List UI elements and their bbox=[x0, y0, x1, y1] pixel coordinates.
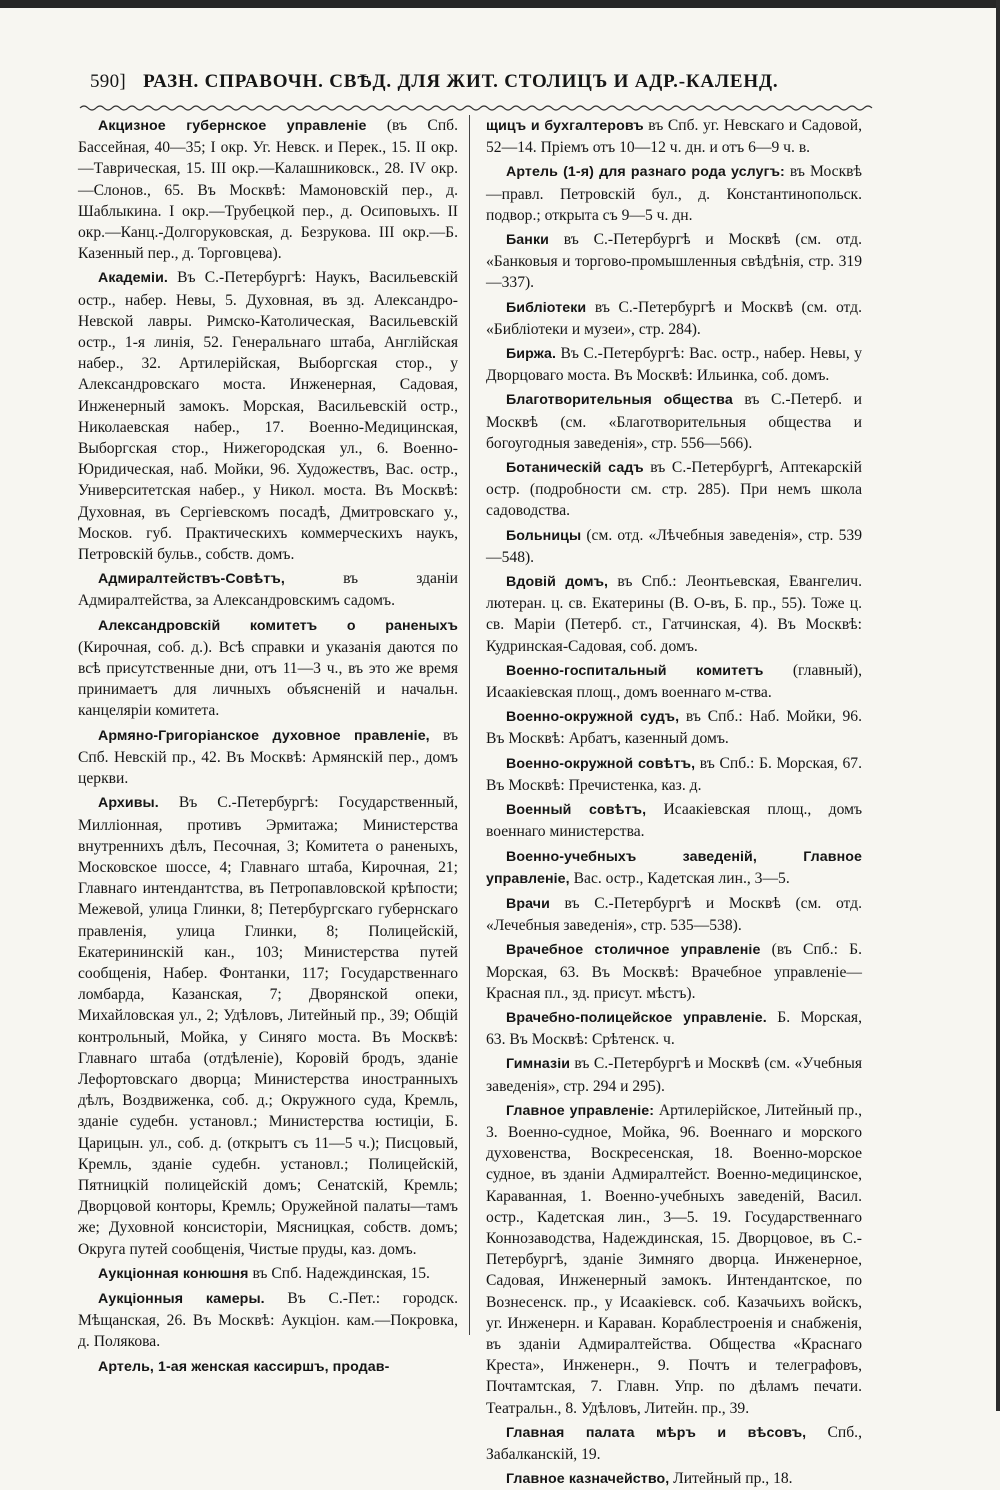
directory-entry bbox=[486, 297, 862, 340]
page-header bbox=[90, 71, 870, 99]
entry-heading: Врачебное столичное управленіе bbox=[506, 942, 761, 959]
entry-text: въ Москвѣ—правл. Петровскій бул., д. Константинопольск. подвор.; открыта съ 9—5 ч. дн. bbox=[486, 163, 862, 224]
entry-heading: Военно-окружной судъ, bbox=[506, 709, 680, 726]
entry-text: (въ Спб. Бассейная, 40—35; І окр. Уг. Невск. и Перек., 15. II окр.—Таврическая, 15. III окр.—Калашниковск., 28. IV окр.—Слонов., 65. Въ Москвѣ: Мамоновскій пер., д. Шаблыкина. І окр.—Трубецкой пер., д. Осиповыхъ. II окр.—Канц.-Долгоруковская, д. Безрукова. III окр.—Б. Казенный пер., д. Торговцева). bbox=[78, 117, 458, 263]
entry-text: Б. Морская, 63. Въ Москвѣ: Срѣтенск. ч. bbox=[486, 1008, 862, 1049]
directory-entry bbox=[78, 1288, 458, 1353]
entry-text: въ зданіи Адмиралтейства, за Александровскимъ садомъ. bbox=[78, 570, 458, 610]
directory-entry bbox=[78, 267, 458, 565]
entry-heading: Александровскій комитетъ о раненыхъ bbox=[98, 617, 458, 634]
entry-text: Въ С.-Петербургѣ: Наукъ, Васильевскій остр., набер. Невы, 5. Духовная, въ зд. Александро-Невской лавры. Римско-Католическая, Васильевскій остр., 1-я линія, 52. Генеральнаго штаба, Англійская набер., 32. Артилерійская, Выборгская стор., у Александровскаго моста. Инженерная, Садовая, Инженерный замокъ. Морская, Васильевскій остр., Николаевская набер., 17. Военно-Медицинская, Выборгская стор., Нижегородская ул., 6. Военно-Юридическая, наб. Мойки, 96. Художествъ, Вас. остр., Университетская набер., у Никол. моста. Въ Москвѣ: Духовная, въ Сергіевскомъ посадѣ, Дмитровскаго у., Москов. губ. Практическихъ коммерческихъ наукъ, Петровскій бульв., собств. домъ. bbox=[78, 269, 458, 564]
entry-heading: Академіи. bbox=[98, 270, 168, 287]
directory-entry bbox=[486, 706, 862, 749]
directory-entry bbox=[78, 792, 458, 1259]
entry-text: въ С.-Петербургѣ и Москвѣ (см. «Учебныя заведенія», стр. 294 и 295). bbox=[486, 1055, 862, 1095]
directory-entry bbox=[486, 571, 862, 657]
scan-top-edge bbox=[0, 0, 1000, 8]
scan-right-edge bbox=[996, 0, 1000, 1411]
directory-entry bbox=[486, 893, 862, 936]
directory-entry bbox=[486, 457, 862, 522]
directory-entry bbox=[486, 799, 862, 842]
entry-heading: Аукціонныя камеры. bbox=[98, 1290, 265, 1307]
entry-text: Въ С.-Пет.: городск. Мѣщанская, 26. Въ Москвѣ: Аукціон. кам.—Покровка, д. Полякова. bbox=[78, 1289, 458, 1351]
directory-entry bbox=[78, 725, 458, 790]
entry-text: Въ С.-Петербургѣ: Вас. остр., набер. Невы, у Дворцоваго моста. Въ Москвѣ: Ильинка, соб. домъ. bbox=[486, 345, 862, 385]
entry-text: (въ Спб.: Б. Морская, 63. Въ Москвѣ: Врачебное управленіе—Красная пл., зд. присут. мѣстъ). bbox=[486, 941, 862, 1002]
header-wavy-rule bbox=[80, 103, 870, 113]
directory-entry bbox=[486, 389, 862, 454]
entry-text: въ Спб. Надеждинская, 15. bbox=[248, 1264, 430, 1282]
entry-heading: Банки bbox=[506, 232, 549, 249]
entry-heading: Армяно-Григоріанское духовное правленіе, bbox=[98, 727, 430, 744]
entry-text: Исаакіевская площ., домъ военнаго министерства. bbox=[486, 801, 863, 841]
directory-entry bbox=[486, 939, 862, 1004]
directory-entry bbox=[486, 753, 862, 796]
entry-text: Вас. остр., Кадетская лин., 3—5. bbox=[569, 869, 790, 887]
entry-text: Артилерійское, Литейный пр., 3. Военно-судное, Мойка, 96. Военнаго и морского духовенства, Воскресенская, 18. Военно-морское судное, въ зданіи Адмиралтейст. Военно-медицинское, Караванная, 1. Военно-учебныхъ заведеній, Васил. остр., Кадетская лин., 3—5. 19. Государственнаго Коннозаводства, Надеждинская, 15. Дворцовое, въ С.-Петербургѣ, зданіе Зимняго дворца. Инженерное, Садовая, Инженерный замокъ. Интендантское, по Вознесенск. пр., у Исаакіевск. соб. Казачьихъ войскъ, уг. Инженерн. и Караван. Кораблестроенія и снабженія, въ зданіи Адмиралтейства. Общества «Краснаго Креста», Инженерн., 9. Почтъ и телеграфовъ, Почтамтская, 7. Главн. Упр. по дѣламъ печати. Театральн., 8. Удѣловъ, Литейн. пр., 39. bbox=[486, 1101, 862, 1417]
entry-text: въ С.-Петербургѣ и Москвѣ (см. отд. «Банковыя и торгово-промышленныя свѣдѣнія, стр. 319—337). bbox=[486, 231, 862, 292]
entry-text: (главный), Исаакіевская площ., домъ военнаго м-ства. bbox=[486, 661, 862, 702]
column-divider bbox=[469, 115, 470, 1335]
directory-entry bbox=[78, 1263, 458, 1285]
entry-heading: Вдовій домъ, bbox=[506, 574, 609, 591]
entry-heading: щицъ и бухгалтеровъ bbox=[486, 118, 644, 134]
entry-heading: Военно-окружной совѣтъ, bbox=[506, 755, 696, 772]
entry-heading: Гимназіи bbox=[506, 1056, 571, 1073]
entry-text: въ Спб. уг. Невскаго и Садовой, 52—14. Пріемъ отъ 10—12 ч. дн. и отъ 6—9 ч. в. bbox=[486, 117, 862, 157]
directory-entry bbox=[486, 1100, 862, 1419]
directory-entry bbox=[486, 525, 862, 568]
directory-entry bbox=[78, 115, 458, 264]
entry-heading: Ботаническій садъ bbox=[506, 460, 644, 477]
directory-entry bbox=[486, 1468, 862, 1490]
entry-heading: Артель, 1-ая женская кассиршъ, продав- bbox=[98, 1358, 390, 1375]
entry-heading: Врачебно-полицейское управленіе. bbox=[506, 1009, 767, 1026]
left-column bbox=[78, 115, 459, 1375]
entry-heading: Главное управленіе: bbox=[506, 1102, 655, 1119]
entry-heading: Адмиралтействъ-Совѣтъ, bbox=[98, 571, 285, 588]
directory-entry bbox=[486, 1007, 862, 1050]
entry-text: Литейный пр., 18. bbox=[669, 1470, 793, 1488]
entry-text: (Кирочная, соб. д.). Всѣ справки и указанія даются по всѣ присутственные дни, отъ 11—3 ч., въ это же время принимаетъ для личныхъ объясненій и начальн. канцеляріи комитета. bbox=[78, 638, 458, 720]
entry-text: въ С.-Петерб. и Москвѣ (см. «Благотворительныя общества и богоугодныя заведенія», стр. 556—566). bbox=[486, 391, 862, 452]
entry-text: въ Спб.: Леонтьевская, Евангелич. лютеран. ц. св. Екатерины (В. О-въ, Б. пр., 55). Тоже ц. св. Маріи (Петерб. ст., Гатчинская, 4). Въ Москвѣ: Кудринская-Садовая, соб. домъ. bbox=[486, 573, 862, 655]
entry-heading: Военный совѣтъ, bbox=[506, 802, 647, 819]
entry-text: Въ С.-Петербургѣ: Государственный, Милліонная, противъ Эрмитажа; Министерства внутреннихъ дѣлъ, Песочная, 3; Комитета о раненыхъ, Московское шоссе, 4; Главнаго штаба, Кирочная, 21; Главнаго интендантства, въ Петропавловской крѣпости; Межевой, улица Глинки, 8; Петербургскаго губернскаго правленія, улица Глинки, 8; Полицейскій, Екатерининскій кан., 103; Министерства путей сообщенія, Набер. Фонтанки, 117; Государственнаго ломбарда, Казанская, 7; Дворянской опеки, Михайловская ул., 2; Удѣловъ, Литейный пр., 39; Общій контрольный, Мойка, у Синяго моста. Въ Москвѣ: Главнаго штаба (отдѣленіе), Коровій бродъ, зданіе Лефортовскаго дворца; Министерства иностранныхъ дѣлъ, Воздвиженка, соб. д.; Окружного суда, Кремль, зданіе судебн. установл.; Министерства юстиціи, Б. Царицын. ул., соб. д. (открытъ съ 11—5 ч.); Писцовый, Кремль, зданіе судебн. установл.; Полицейскій, Пятницкій полицейскій домъ; Сенатскій, Кремль; Дворцовой конторы, Кремль; Оружейной палаты—тамъ же; Духовной консисторіи, Мясницкая, собств. домъ; Округа путей сообщенія, Чистые пруды, каз. домъ. bbox=[78, 794, 458, 1258]
directory-entry bbox=[78, 615, 458, 722]
directory-entry bbox=[486, 1422, 862, 1465]
directory-entry bbox=[486, 1053, 862, 1096]
entry-heading: Военно-учебныхъ заведеній, Главное управленіе, bbox=[486, 848, 862, 887]
entry-heading: Главное казначейство, bbox=[506, 1471, 670, 1488]
entry-text: въ Спб. Невскій пр., 42. Въ Москвѣ: Армянскій пер., домъ церкви. bbox=[78, 726, 459, 788]
entry-heading: Благотворительныя общества bbox=[506, 392, 733, 409]
directory-entry bbox=[486, 229, 862, 294]
entry-text: въ С.-Петербургѣ, Аптекарскій остр. (подробности см. стр. 285). При немъ школа садоводства. bbox=[486, 459, 862, 520]
directory-entry bbox=[78, 568, 458, 611]
entry-heading: Больницы bbox=[506, 527, 582, 544]
entry-text: Спб., Забалканскій, 19. bbox=[486, 1423, 862, 1463]
directory-entry bbox=[486, 161, 862, 226]
entry-heading: Архивы. bbox=[98, 795, 159, 812]
entry-heading: Акцизное губернское управленіе bbox=[98, 118, 367, 134]
running-title: РАЗН. СПРАВОЧН. СВѢД. ДЛЯ ЖИТ. СТОЛИЦЪ И АДР.-КАЛЕНД. bbox=[143, 71, 779, 92]
entry-heading: Аукціонная конюшня bbox=[98, 1265, 249, 1282]
directory-entry bbox=[78, 1356, 458, 1378]
entry-text: въ Спб.: Наб. Мойки, 96. Въ Москвѣ: Арбатъ, казенный домъ. bbox=[486, 708, 863, 748]
entry-heading: Артель (1-я) для разнаго рода услугъ: bbox=[506, 164, 785, 181]
entry-text: (см. отд. «Лѣчебныя заведенія», стр. 539—548). bbox=[486, 526, 862, 566]
right-column bbox=[486, 115, 863, 1488]
directory-entry bbox=[486, 846, 862, 890]
directory-entry bbox=[486, 343, 862, 386]
entry-text: въ Спб.: Б. Морская, 67. Въ Москвѣ: Пречистенка, каз. д. bbox=[486, 754, 862, 794]
directory-entry bbox=[486, 660, 862, 703]
entry-heading: Военно-госпитальный комитетъ bbox=[506, 662, 764, 679]
directory-entry bbox=[486, 115, 862, 158]
entry-heading: Главная палата мѣръ и вѣсовъ, bbox=[506, 1424, 807, 1441]
entry-heading: Врачи bbox=[506, 895, 550, 912]
entry-text: въ С.-Петербургѣ и Москвѣ (см. отд. «Библіотеки и музеи», стр. 284). bbox=[486, 298, 862, 338]
page-number: 590] bbox=[90, 71, 127, 92]
entry-heading: Библіотеки bbox=[506, 299, 587, 316]
entry-heading: Биржа. bbox=[506, 346, 557, 363]
entry-text: въ С.-Петербургѣ и Москвѣ (см. отд. «Лечебныя заведенія», стр. 535—538). bbox=[486, 894, 862, 935]
